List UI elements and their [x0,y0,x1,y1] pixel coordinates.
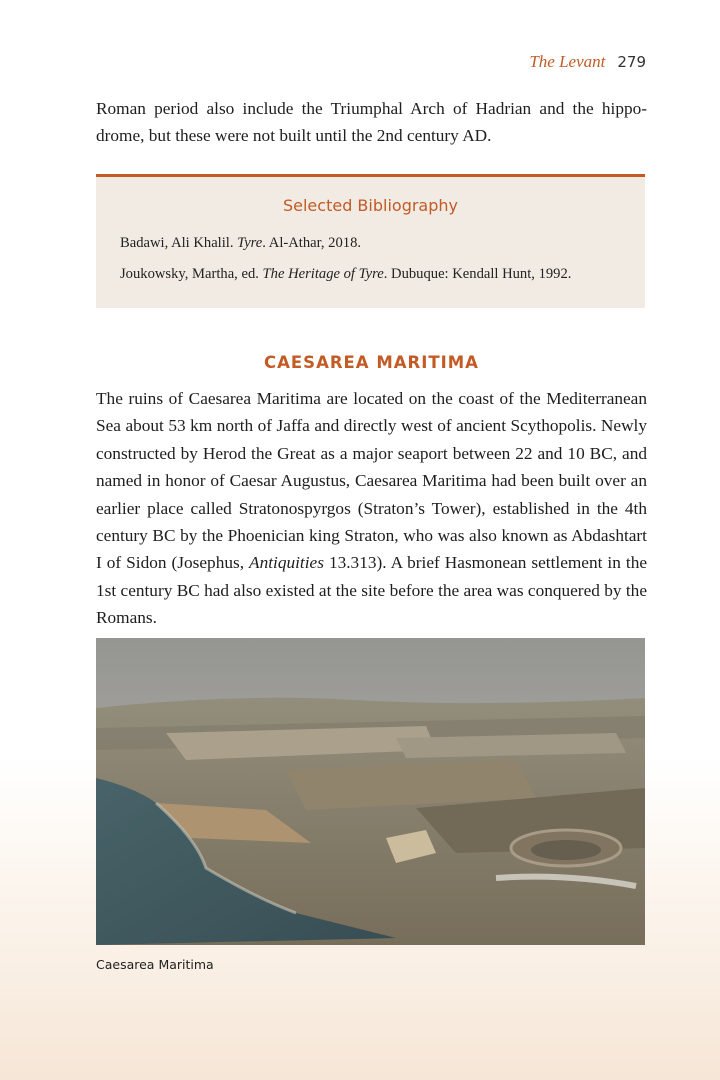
section-heading: CAESAREA MARITIMA [264,353,479,372]
section-paragraph [96,385,647,632]
page-number: 279 [617,53,646,71]
bibliography-entry [120,266,571,283]
intro-line-1: Roman period also include the Triumphal Arch of Hadrian and the hippo- [96,99,647,118]
running-title: The Levant [529,52,606,71]
entry-title: The Heritage of Tyre [262,266,384,282]
entry-author: Joukowsky, Martha, ed. [120,266,263,282]
bibliography-title: Selected Bibliography [282,196,458,215]
photo-caption: Caesarea Maritima [96,957,214,972]
paragraph-text: The ruins of Caesarea Maritima are located on the coast of the Mediterranean Sea about 53 km north of Jaffa and directly west of ancient Scythopolis. Newly constructed by Herod the Great as a major seaport between 22 and 10 BC, and named in honor of Caesar Augustus, Caesarea Maritima had been built over an earlier place called Stratonospyrgos (Straton’s Tower), established in the 4th century BC by the Phoenician king Straton, who was also known as Abdashtart I of Sidon (Josephus, [96,389,647,573]
bibliography-entry [120,235,361,252]
paragraph-text-end: 13.313). A brief Hasmonean settlement in the 1st century BC had also existed at the site before the area was conquered by the Romans. [96,553,648,628]
intro-line-2: drome, but these were not built until the 2nd century AD. [96,126,492,146]
entry-author: Badawi, Ali Khalil. [120,235,238,251]
bibliography-box [96,174,645,308]
entry-title: Tyre [237,235,263,251]
intro-paragraph [96,95,647,150]
paragraph-citation: Antiquities [249,553,324,573]
running-header [529,52,646,72]
aerial-photo-illustration [96,638,645,945]
entry-publisher: . Dubuque: Kendall Hunt, 1992. [383,266,572,282]
entry-publisher: . Al-Athar, 2018. [262,235,362,251]
aerial-photo [96,638,645,945]
